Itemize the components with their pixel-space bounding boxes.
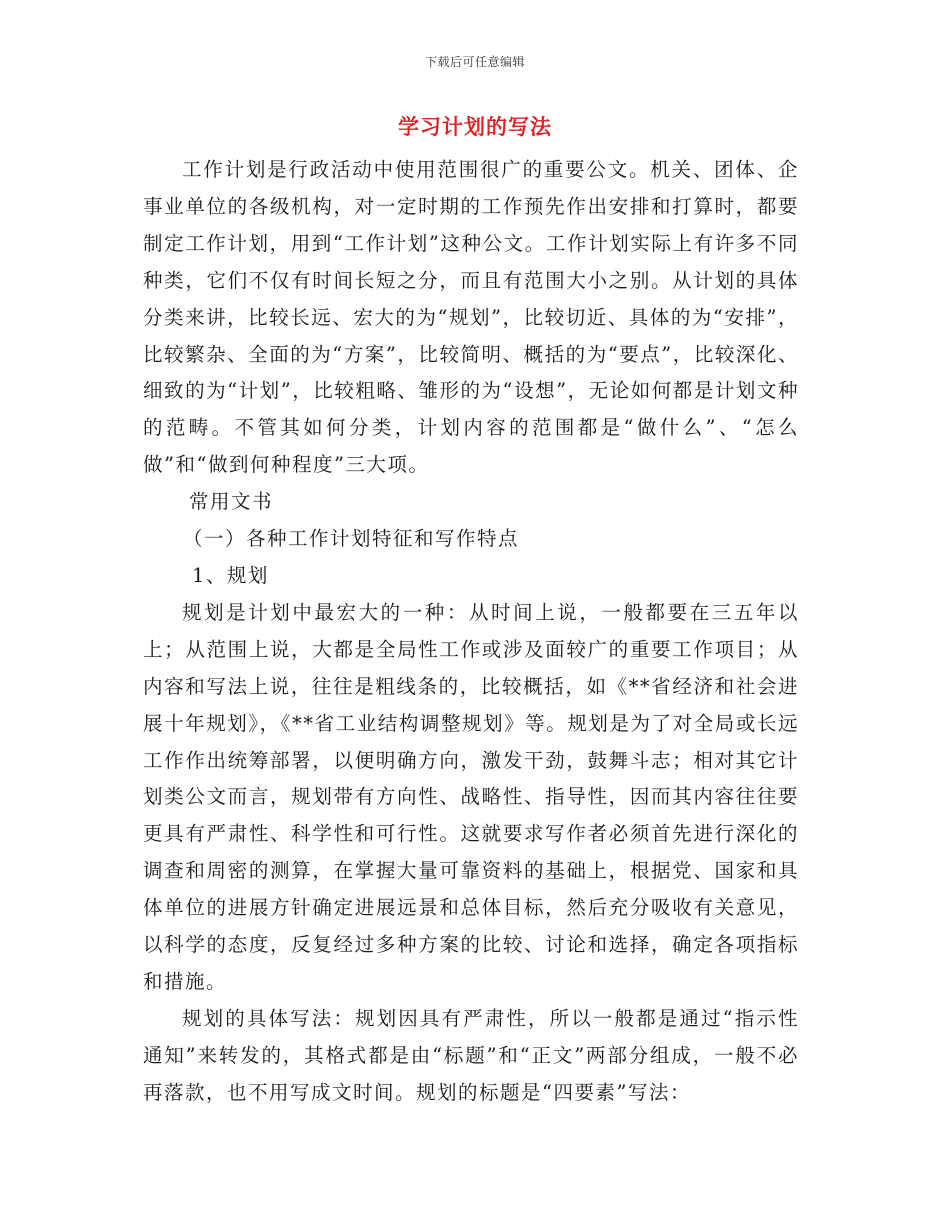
item-heading: 1、规划 <box>192 563 269 587</box>
page-header-note: 下载后可任意编辑 <box>424 55 525 69</box>
paragraph-planning-format: 规划的具体写法：规划因具有严肃性，所以一般都是通过“指示性通知”来转发的，其格式都是由“标题”和“正文”两部分组成，一般不必再落款，也不用写成文时间。规划的标题是“四要素”写法： <box>143 1006 799 1104</box>
section-heading: （一）各种工作计划特征和写作特点 <box>183 527 520 551</box>
document-title: 学习计划的写法 <box>398 114 552 139</box>
label-common-documents: 常用文书 <box>189 490 274 514</box>
paragraph-intro: 工作计划是行政活动中使用范围很广的重要公文。机关、团体、企事业单位的各级机构，对一定时期的工作预先作出安排和打算时，都要制定工作计划，用到“工作计划”这种公文。工作计划实际上有许多不同种类，它们不仅有时间长短之分，而且有范围大小之别。从计划的具体分类来讲，比较长远、宏大的为“规划”，比较切近、具体的为“安排”，比较繁杂、全面的为“方案”，比较简明、概括的为“要点”，比较深化、细致的为“计划”，比较粗略、雏形的为“设想”，无论如何都是计划文种的范畴。不管其如何分类，计划内容的范围都是“做什么”、“怎么做”和“做到何种程度”三大项。 <box>143 158 799 477</box>
paragraph-planning: 规划是计划中最宏大的一种：从时间上说，一般都要在三五年以上；从范围上说，大都是全局性工作或涉及面较广的重要工作项目；从内容和写法上说，往往是粗线条的，比较概括，如《**省经济和社会进展十年规划》，《**省工业结构调整规划》等。规划是为了对全局或长远工作作出统筹部署，以便明确方向，激发干劲，鼓舞斗志；相对其它计划类公文而言，规划带有方向性、战略性、指导性，因而其内容往往要更具有严肃性、科学性和可行性。这就要求写作者必须首先进行深化的调查和周密的测算，在掌握大量可靠资料的基础上，根据党、国家和具体单位的进展方针确定进展远景和总体目标，然后充分吸收有关意见，以科学的态度，反复经过多种方案的比较、讨论和选择，确定各项指标和措施。 <box>143 600 799 993</box>
document-body <box>143 152 799 1112</box>
